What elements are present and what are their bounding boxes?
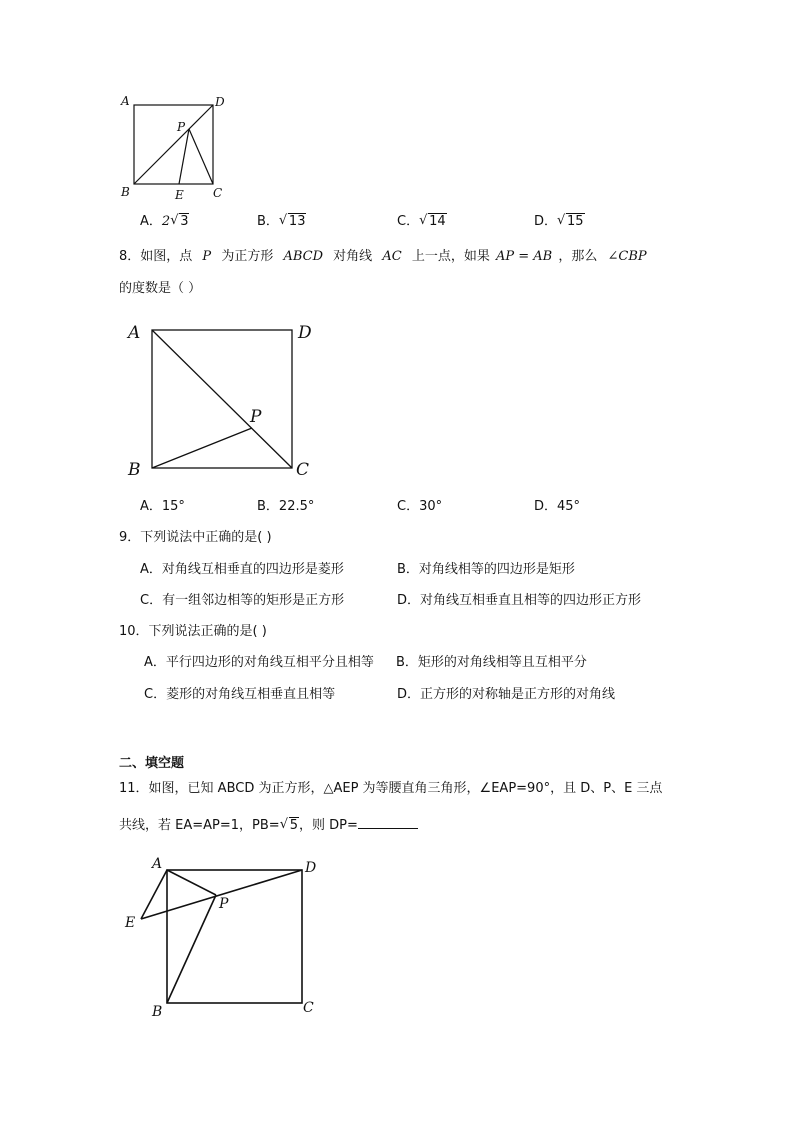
q8-option-d: D．45° bbox=[534, 499, 581, 514]
fig11-label-e: E bbox=[125, 915, 136, 931]
fig11-label-b: B bbox=[152, 1004, 163, 1020]
q7-option-a: A．2√ 3 bbox=[140, 213, 189, 231]
fig8-label-a: A bbox=[128, 323, 141, 343]
figure-q11-square bbox=[120, 850, 330, 1022]
fig11-label-d: D bbox=[305, 860, 317, 876]
fig8-label-p: P bbox=[250, 407, 262, 427]
q9-option-b: B．对角线相等的四边形是矩形 bbox=[397, 562, 575, 577]
figure-q8-square bbox=[122, 318, 322, 480]
q9-stem: 9．下列说法中正确的是( ) bbox=[119, 530, 272, 545]
q10-option-b: B．矩形的对角线相等且互相平分 bbox=[396, 655, 587, 670]
q10-option-d: D．正方形的对称轴是正方形的对角线 bbox=[397, 687, 616, 702]
fig7-label-p: P bbox=[177, 120, 186, 134]
fig8-label-b: B bbox=[128, 460, 141, 480]
fig7-label-e: E bbox=[175, 188, 184, 202]
fig11-label-c: C bbox=[303, 1000, 314, 1016]
q11-stem-line2: 共线，若 EA=AP=1，PB=√ 5，则 DP= bbox=[119, 816, 418, 835]
answer-blank bbox=[358, 816, 418, 829]
q10-option-c: C．菱形的对角线互相垂直且相等 bbox=[144, 687, 336, 702]
fig7-label-a: A bbox=[121, 94, 130, 108]
fig7-label-c: C bbox=[213, 186, 223, 200]
fig8-label-c: C bbox=[296, 460, 310, 480]
q7-option-b: B．√ 13 bbox=[257, 213, 306, 231]
fig7-label-d: D bbox=[215, 95, 225, 109]
q7-option-d: D．√ 15 bbox=[534, 213, 585, 231]
q8-option-a: A．15° bbox=[140, 499, 185, 514]
q9-option-a: A．对角线互相垂直的四边形是菱形 bbox=[140, 562, 344, 577]
q10-stem: 10．下列说法正确的是( ) bbox=[119, 624, 267, 639]
fig7-label-b: B bbox=[121, 185, 130, 199]
q8-option-c: C．30° bbox=[397, 499, 443, 514]
q8-option-b: B．22.5° bbox=[257, 499, 315, 514]
q7-option-c: C．√ 14 bbox=[397, 213, 447, 231]
figure-q7-square bbox=[115, 93, 235, 205]
q9-option-d: D．对角线互相垂直且相等的四边形正方形 bbox=[397, 593, 642, 608]
fig11-label-p: P bbox=[219, 896, 229, 912]
q11-stem-line1: 11．如图，已知 ABCD 为正方形，△AEP 为等腰直角三角形，∠EAP=90°，且 D、P、E 三点 bbox=[119, 781, 663, 796]
section-heading-fill-in: 二、填空题 bbox=[119, 756, 185, 771]
q10-option-a: A．平行四边形的对角线互相平分且相等 bbox=[144, 655, 374, 670]
q9-option-c: C．有一组邻边相等的矩形是正方形 bbox=[140, 593, 345, 608]
fig11-label-a: A bbox=[152, 856, 163, 872]
q8-stem-line2: 的度数是（ ） bbox=[119, 281, 202, 296]
q8-stem-line1: 8．如图，点 P 为正方形 ABCD 对角线 AC 上一点，如果 AP = AB ，那么 ∠CBP bbox=[119, 249, 647, 264]
fig8-label-d: D bbox=[298, 323, 312, 343]
